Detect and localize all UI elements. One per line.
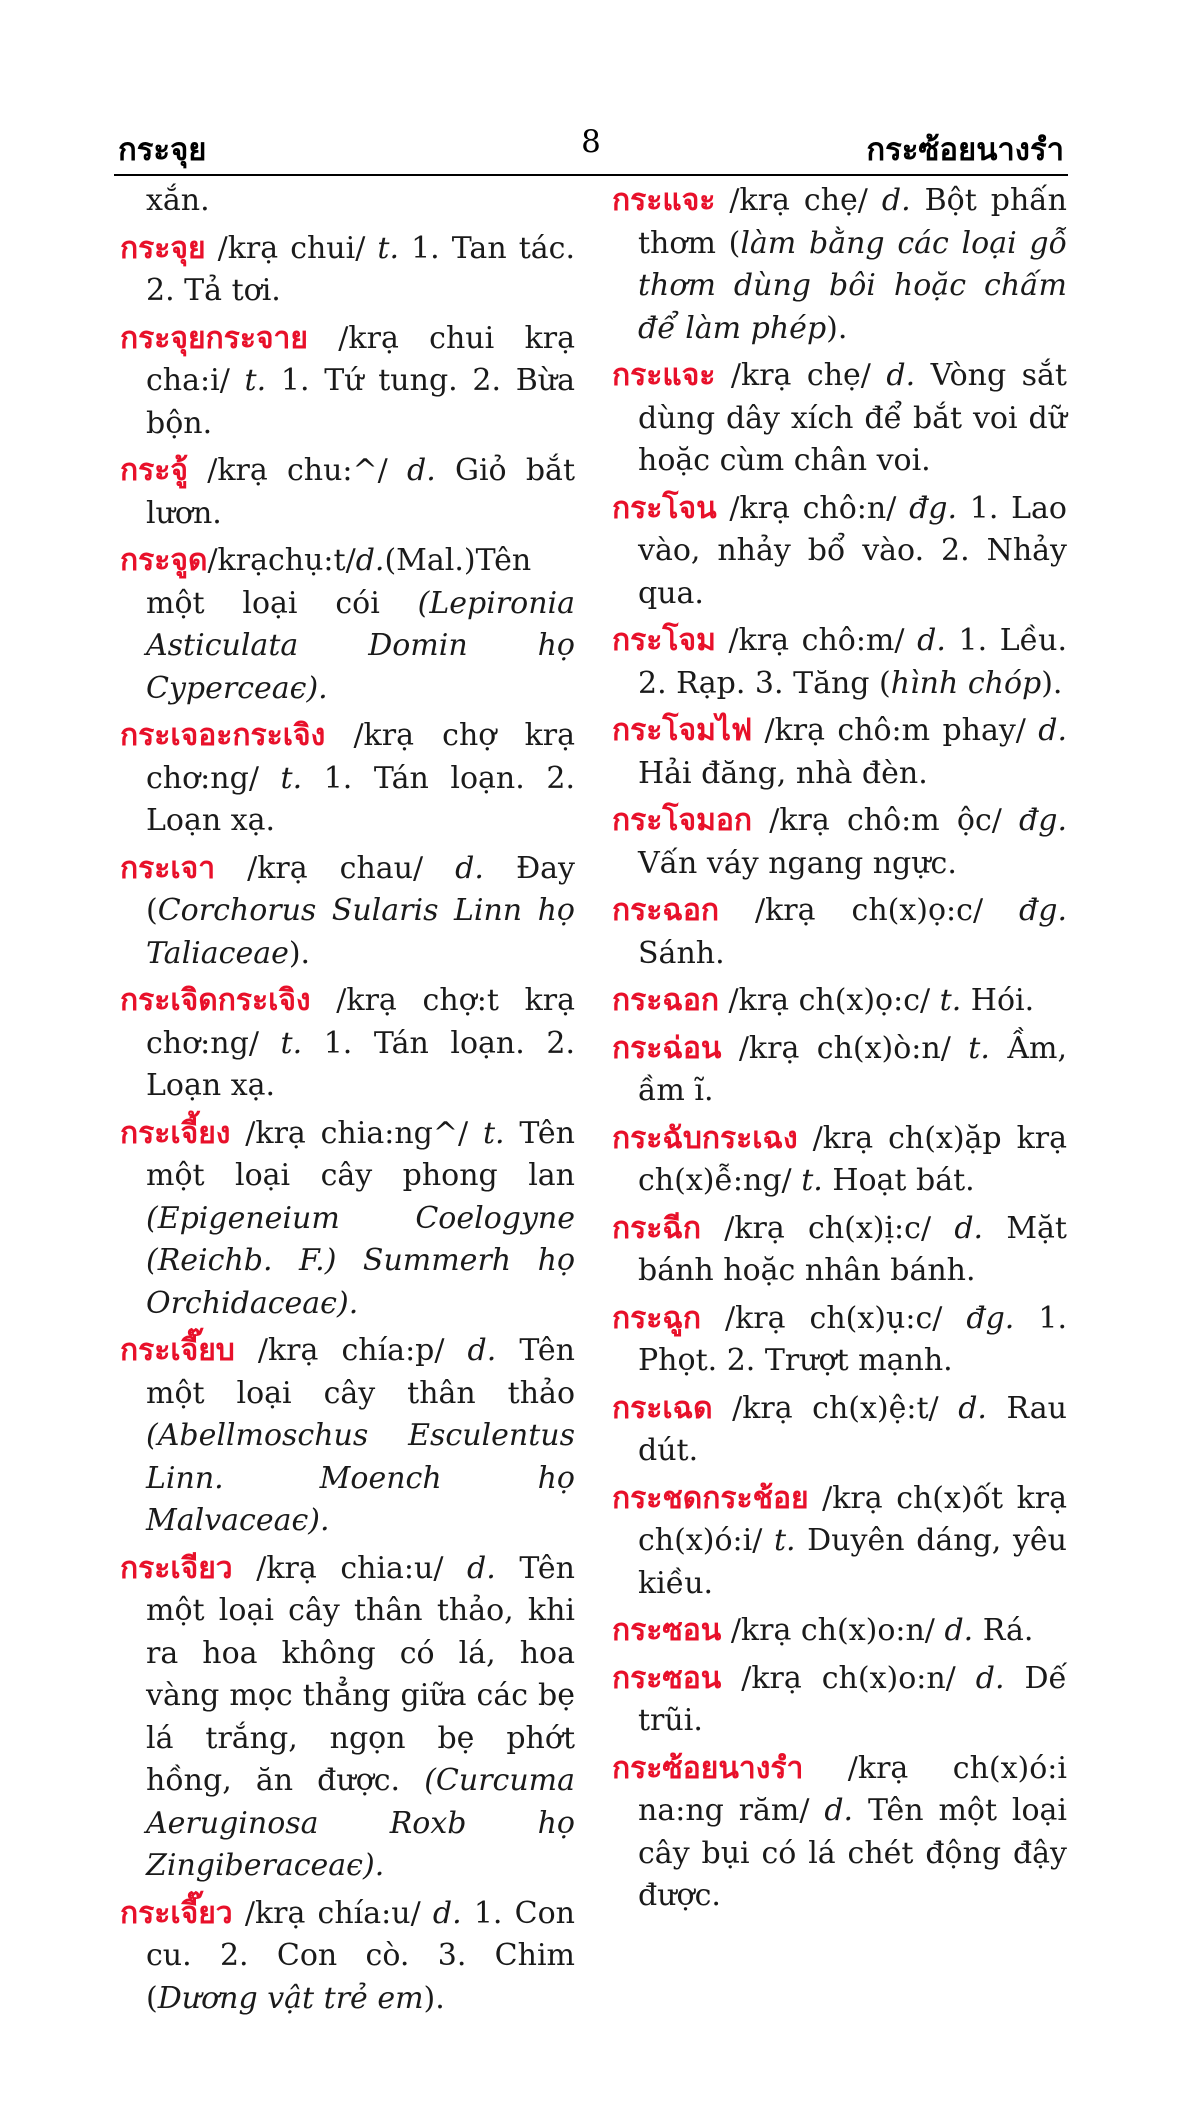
- headword: กระจุย: [120, 230, 206, 266]
- pronunciation: /krạ chau/: [215, 850, 456, 886]
- part-of-speech: d.: [975, 1660, 1005, 1696]
- dictionary-entry: [612, 890, 1067, 975]
- headword: กระแจะ: [612, 183, 716, 218]
- dictionary-entry: [612, 488, 1067, 616]
- pronunciation: /krạ chô:m phay/: [752, 713, 1039, 748]
- pronunciation: /krạ chẹ/: [715, 358, 887, 393]
- part-of-speech: d.: [954, 1210, 984, 1246]
- dictionary-entry: [612, 1028, 1067, 1113]
- headword: กระฉ่อน: [612, 1030, 722, 1066]
- part-of-speech: t.: [377, 230, 399, 266]
- part-of-speech: d.: [355, 543, 385, 578]
- definition: Bột phấn thơm (: [638, 183, 1068, 261]
- dictionary-entry: [612, 1658, 1067, 1743]
- definition: Tên một loại cây thân thảo, khi ra hoa không có lá, hoa vàng mọc thẳng giữa các bẹ lá trắng, ngọn bẹ phớt hồng, ăn được.: [146, 1550, 576, 1798]
- dictionary-entry: [120, 715, 575, 843]
- headword: กระฉอก: [612, 983, 720, 1018]
- page-number: 8: [581, 124, 601, 160]
- part-of-speech: d.: [886, 358, 916, 393]
- dictionary-entry: [120, 848, 575, 976]
- pronunciation: /krạ ch(x)ọ:c/: [719, 893, 1020, 928]
- definition: Đay (: [146, 850, 575, 928]
- dictionary-entry: [120, 1113, 575, 1326]
- definition: Hoạt bát.: [822, 1163, 975, 1198]
- pronunciation: /krạ chui/: [205, 230, 378, 266]
- definition: Hói.: [961, 983, 1035, 1018]
- definition: Rá.: [973, 1613, 1034, 1648]
- definition: Tên một loại cây phong lan: [146, 1115, 575, 1193]
- scientific-name: (Epigeneium Coelogyne (Reichb. F.) Summerh họ Orchidaceaє).: [146, 1200, 575, 1321]
- part-of-speech: t.: [968, 1030, 990, 1066]
- definition-tail: ).: [423, 1980, 445, 2016]
- part-of-speech: t.: [244, 363, 267, 398]
- headword: กระฉับกระเฉง: [612, 1120, 798, 1156]
- part-of-speech: t.: [939, 983, 962, 1018]
- pronunciation: /krạ chia:ng^/: [230, 1115, 483, 1151]
- headword: กระเจี๊ยว: [120, 1895, 233, 1931]
- definition: 1. Lao vào, nhảy bổ vào. 2. Nhảy qua.: [638, 490, 1067, 611]
- page-header: [114, 118, 1068, 176]
- dictionary-entry: [612, 800, 1067, 885]
- dictionary-entry: [612, 620, 1067, 705]
- pronunciation: /krạ chô:m ộc/: [752, 803, 1020, 838]
- part-of-speech: t.: [280, 1025, 303, 1061]
- pronunciation: /krạ ch(x)ọ:c/: [719, 983, 940, 1018]
- part-of-speech: d.: [1038, 713, 1067, 748]
- right-column: [612, 180, 1067, 1923]
- headword: กระซอน: [612, 1660, 722, 1696]
- part-of-speech: t.: [280, 760, 303, 796]
- dictionary-entry: [120, 450, 575, 535]
- dictionary-entry: [612, 1748, 1067, 1918]
- headword: กระซ้อยนางรำ: [612, 1750, 804, 1786]
- dictionary-entry: [612, 180, 1067, 350]
- definition: 1. Tứ tung. 2. Bừa bộn.: [146, 363, 576, 441]
- part-of-speech: d.: [407, 453, 436, 488]
- dictionary-entry: [612, 1298, 1067, 1383]
- dictionary-entry: [120, 228, 575, 313]
- headword: กระโจมอก: [612, 803, 753, 838]
- dictionary-entry: [612, 1610, 1067, 1653]
- headword: กระฉอก: [612, 893, 720, 928]
- definition: Tên một loại cây thân thảo: [146, 1333, 575, 1411]
- headword: กระฉีก: [612, 1210, 701, 1246]
- headword: กระซอน: [612, 1613, 722, 1648]
- headword: กระเจิดกระเจิง: [120, 983, 311, 1018]
- dictionary-entry: [612, 1478, 1067, 1606]
- dictionary-entry: [612, 980, 1067, 1023]
- part-of-speech: đg.: [1019, 893, 1067, 928]
- headword: กระชดกระช้อย: [612, 1480, 809, 1516]
- definition-tail: ).: [1041, 665, 1063, 701]
- headword: กระโจม: [612, 623, 716, 658]
- headword: กระโจน: [612, 490, 717, 526]
- dictionary-entry: [612, 1388, 1067, 1473]
- definition: Vòng sắt dùng dây xích để bắt voi dữ hoặc cùm chân voi.: [638, 358, 1067, 478]
- part-of-speech: d.: [881, 183, 911, 218]
- definition-tail: ).: [826, 310, 848, 346]
- pronunciation: /krạ ch(x)ốt krạ ch(x)ó:i/: [638, 1480, 1067, 1558]
- headword: กระจู้: [120, 453, 188, 488]
- pronunciation: /krạ chui krạ cha:i/: [146, 320, 575, 398]
- definition: Giỏ bắt lươn.: [146, 453, 575, 531]
- pronunciation: /krạ ch(x)ặp krạ ch(x)ễ:ng/: [638, 1120, 1067, 1198]
- pronunciation: /krạ chía:p/: [234, 1333, 468, 1368]
- part-of-speech: đg.: [966, 1300, 1015, 1336]
- headword: กระโจมไฟ: [612, 713, 753, 748]
- dictionary-entry: [612, 355, 1067, 483]
- definition: Vấn váy ngang ngực.: [638, 845, 957, 881]
- dictionary-entry: [612, 1118, 1067, 1203]
- dictionary-entry: [120, 318, 575, 446]
- part-of-speech: d.: [455, 850, 484, 886]
- definition: (Mal.)Tên một loại cói: [146, 543, 532, 621]
- scientific-name: làm bằng các loại gỗ thơm dùng bôi hoặc chấm để làm phép: [638, 225, 1067, 346]
- part-of-speech: t.: [773, 1523, 796, 1558]
- pronunciation: /krạ chợ krạ chơ:ng/: [146, 718, 575, 796]
- headword: กระเจียว: [120, 1550, 233, 1586]
- part-of-speech: d.: [917, 623, 946, 658]
- headword: กระเจี้ยง: [120, 1115, 231, 1151]
- definition: 1. Tán loạn. 2. Loạn xạ.: [146, 1025, 575, 1103]
- part-of-speech: d.: [467, 1550, 496, 1586]
- scientific-name: Dương vật trẻ em: [157, 1980, 424, 2016]
- dictionary-entry: [612, 710, 1067, 795]
- definition: Mặt bánh hoặc nhân bánh.: [638, 1210, 1067, 1288]
- dictionary-entry: [120, 1893, 575, 2021]
- dictionary-entry: [120, 540, 575, 710]
- definition: Tên một loại cây bụi có lá chét động đậy được.: [638, 1793, 1067, 1913]
- pronunciation: /krạ ch(x)ò:n/: [721, 1030, 969, 1066]
- headword: กระเจา: [120, 850, 216, 886]
- definition: 1. Tán loạn. 2. Loạn xạ.: [146, 760, 575, 838]
- definition: Sánh.: [638, 935, 725, 971]
- pronunciation: /krạ ch(x)ệ:t/: [712, 1390, 959, 1426]
- left-entries: [120, 228, 575, 2021]
- dictionary-entry: [120, 980, 575, 1108]
- headword: กระจุยกระจาย: [120, 320, 308, 356]
- part-of-speech: t.: [801, 1163, 823, 1198]
- right-entries: [612, 180, 1067, 1918]
- headword: กระเจอะกระเจิง: [120, 718, 326, 753]
- definition: Dế trũi.: [638, 1660, 1067, 1738]
- scientific-name: (Curcuma Aeruginosa Roxb họ Zingiberaceaє).: [146, 1763, 575, 1883]
- left-guide-word: กระจุย: [118, 132, 207, 168]
- definition: Duyên dáng, yêu kiều.: [638, 1523, 1067, 1601]
- headword: กระเฉด: [612, 1390, 713, 1426]
- continuation-text: xắn.: [146, 183, 210, 218]
- definition: 1. Lều. 2. Rạp. 3. Tăng (: [638, 623, 1068, 701]
- pronunciation: /krạ chợ:t krạ chơ:ng/: [146, 983, 575, 1061]
- part-of-speech: d.: [432, 1895, 462, 1931]
- headword: กระฉูก: [612, 1300, 701, 1336]
- headword: กระแจะ: [612, 358, 716, 393]
- definition: 1. Con cu. 2. Con cò. 3. Chim (: [146, 1895, 575, 2016]
- definition: Hải đăng, nhà đèn.: [638, 755, 928, 791]
- definition: 1. Phọt. 2. Trượt mạnh.: [638, 1300, 1067, 1378]
- dictionary-entry: [120, 1548, 575, 1888]
- headword: กระจูด: [120, 543, 208, 578]
- part-of-speech: d.: [944, 1613, 974, 1648]
- pronunciation: /krạ chu:^/: [187, 453, 407, 488]
- part-of-speech: đg.: [1019, 803, 1067, 838]
- dictionary-entry: [612, 1208, 1067, 1293]
- pronunciation: /krạ ch(x)o:n/: [721, 1613, 945, 1648]
- part-of-speech: t.: [482, 1115, 505, 1151]
- pronunciation: /krạchụ:t/: [207, 543, 356, 578]
- pronunciation: /krạ chẹ/: [715, 183, 882, 218]
- headword: กระเจี๊ยบ: [120, 1333, 235, 1368]
- pronunciation: /krạ ch(x)ị:c/: [701, 1210, 955, 1246]
- scientific-name: hình chóp: [890, 665, 1042, 701]
- definition-tail: ).: [288, 935, 311, 971]
- scientific-name: Corchorus Sularis Linn họ Taliaceae: [146, 893, 575, 971]
- right-guide-word: กระซ้อยนางรำ: [866, 132, 1064, 168]
- pronunciation: /krạ ch(x)ó:i na:ng răm/: [638, 1750, 1067, 1828]
- definition: 1. Tan tác. 2. Tả tơi.: [146, 230, 575, 308]
- pronunciation: /krạ ch(x)o:n/: [721, 1660, 976, 1696]
- pronunciation: /krạ ch(x)ụ:c/: [701, 1300, 967, 1336]
- definition: Rau dút.: [638, 1390, 1067, 1468]
- part-of-speech: đg.: [909, 490, 958, 526]
- pronunciation: /krạ chô:n/: [716, 490, 910, 526]
- definition: Ầm, ầm ĩ.: [638, 1030, 1067, 1108]
- part-of-speech: d.: [958, 1390, 987, 1426]
- part-of-speech: d.: [467, 1333, 497, 1368]
- part-of-speech: d.: [824, 1793, 854, 1828]
- pronunciation: /krạ chía:u/: [232, 1895, 433, 1931]
- scientific-name: (Abellmoschus Esculentus Linn. Moench họ Malvaceaє).: [146, 1418, 575, 1538]
- scientific-name: (Lepironia Asticulata Domin họ Cyperceaє).: [146, 585, 575, 706]
- pronunciation: /krạ chia:u/: [232, 1550, 468, 1586]
- pronunciation: /krạ chô:m/: [715, 623, 918, 658]
- dictionary-entry: [120, 1330, 575, 1543]
- left-column: [120, 180, 575, 2025]
